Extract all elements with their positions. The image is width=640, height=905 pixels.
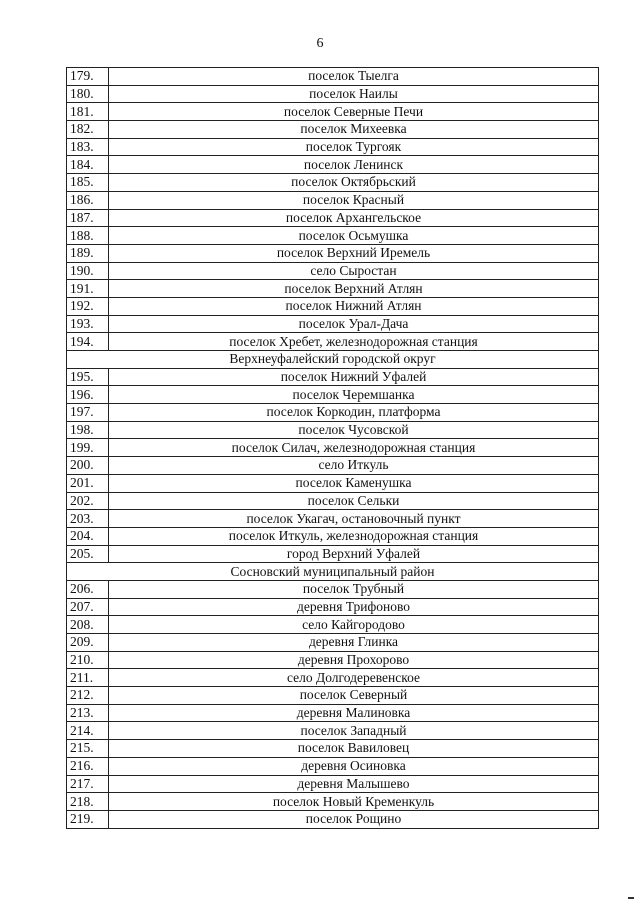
settlement-name: поселок Верхний Атлян: [109, 280, 599, 298]
settlement-name: деревня Малышево: [109, 775, 599, 793]
table-row: [67, 687, 599, 705]
row-number: 195.: [67, 368, 109, 386]
settlement-name: поселок Западный: [109, 722, 599, 740]
row-number: 188.: [67, 227, 109, 245]
row-number: 196.: [67, 386, 109, 404]
table-row: [67, 333, 599, 351]
row-number: 184.: [67, 156, 109, 174]
row-number: 197.: [67, 404, 109, 422]
row-number: 219.: [67, 810, 109, 828]
settlement-name: деревня Малиновка: [109, 704, 599, 722]
row-number: 191.: [67, 280, 109, 298]
row-number: 181.: [67, 103, 109, 121]
settlement-name: поселок Михеевка: [109, 121, 599, 139]
settlement-name: деревня Осиновка: [109, 757, 599, 775]
table-row: [67, 545, 599, 563]
row-number: 180.: [67, 85, 109, 103]
settlement-name: поселок Укагач, остановочный пункт: [109, 510, 599, 528]
settlement-name: поселок Нижний Уфалей: [109, 368, 599, 386]
settlement-name: поселок Трубный: [109, 580, 599, 598]
settlement-name: поселок Вавиловец: [109, 740, 599, 758]
table-row: [67, 510, 599, 528]
row-number: 209.: [67, 634, 109, 652]
table-row: [67, 280, 599, 298]
settlement-name: село Кайгородово: [109, 616, 599, 634]
row-number: 202.: [67, 492, 109, 510]
row-number: 210.: [67, 651, 109, 669]
row-number: 190.: [67, 262, 109, 280]
settlement-name: поселок Красный: [109, 191, 599, 209]
row-number: 182.: [67, 121, 109, 139]
settlement-name: поселок Октябрьский: [109, 174, 599, 192]
settlement-name: поселок Северный: [109, 687, 599, 705]
settlement-name: поселок Архангельское: [109, 209, 599, 227]
table-row: [67, 492, 599, 510]
settlement-name: поселок Верхний Иремель: [109, 244, 599, 262]
row-number: 185.: [67, 174, 109, 192]
table-row: [67, 580, 599, 598]
table-row: [67, 651, 599, 669]
table-row: [67, 474, 599, 492]
section-title: Верхнеуфалейский городской округ: [67, 351, 599, 369]
table-row: [67, 209, 599, 227]
table-row: [67, 810, 599, 828]
settlement-name: село Иткуль: [109, 457, 599, 475]
settlement-name: деревня Глинка: [109, 634, 599, 652]
row-number: 207.: [67, 598, 109, 616]
settlement-name: поселок Нижний Атлян: [109, 297, 599, 315]
settlement-name: поселок Наилы: [109, 85, 599, 103]
table-row: [67, 138, 599, 156]
settlement-name: поселок Тургояк: [109, 138, 599, 156]
row-number: 183.: [67, 138, 109, 156]
table-row: [67, 757, 599, 775]
table-row: [67, 598, 599, 616]
settlement-name: поселок Новый Кременкуль: [109, 793, 599, 811]
settlement-name: поселок Каменушка: [109, 474, 599, 492]
table-row: [67, 740, 599, 758]
table-row: [67, 85, 599, 103]
row-number: 179.: [67, 68, 109, 86]
table-row: [67, 527, 599, 545]
row-number: 199.: [67, 439, 109, 457]
row-number: 200.: [67, 457, 109, 475]
row-number: 204.: [67, 527, 109, 545]
table-row: [67, 315, 599, 333]
table-row: [67, 616, 599, 634]
settlement-name: поселок Урал-Дача: [109, 315, 599, 333]
page-number: 6: [316, 36, 324, 51]
table-row: [67, 103, 599, 121]
table-row: [67, 262, 599, 280]
table-row: [67, 386, 599, 404]
row-number: 211.: [67, 669, 109, 687]
row-number: 187.: [67, 209, 109, 227]
section-header-row: [67, 351, 599, 369]
settlement-name: поселок Черемшанка: [109, 386, 599, 404]
table-row: [67, 775, 599, 793]
table-row: [67, 297, 599, 315]
settlement-name: поселок Сельки: [109, 492, 599, 510]
row-number: 186.: [67, 191, 109, 209]
table-row: [67, 404, 599, 422]
row-number: 203.: [67, 510, 109, 528]
row-number: 206.: [67, 580, 109, 598]
row-number: 189.: [67, 244, 109, 262]
settlement-name: поселок Северные Печи: [109, 103, 599, 121]
settlement-name: деревня Прохорово: [109, 651, 599, 669]
table-row: [67, 793, 599, 811]
row-number: 216.: [67, 757, 109, 775]
row-number: 194.: [67, 333, 109, 351]
row-number: 205.: [67, 545, 109, 563]
settlement-name: поселок Силач, железнодорожная станция: [109, 439, 599, 457]
settlement-name: поселок Осьмушка: [109, 227, 599, 245]
row-number: 192.: [67, 297, 109, 315]
settlement-name: поселок Иткуль, железнодорожная станция: [109, 527, 599, 545]
settlement-name: поселок Хребет, железнодорожная станция: [109, 333, 599, 351]
settlement-name: деревня Трифоново: [109, 598, 599, 616]
settlement-name: город Верхний Уфалей: [109, 545, 599, 563]
table-row: [67, 191, 599, 209]
row-number: 212.: [67, 687, 109, 705]
row-number: 214.: [67, 722, 109, 740]
table-row: [67, 439, 599, 457]
page-edge-mark: [628, 897, 634, 899]
section-header-row: [67, 563, 599, 581]
settlement-name: поселок Ленинск: [109, 156, 599, 174]
table-row: [67, 121, 599, 139]
table-row: [67, 704, 599, 722]
table-row: [67, 174, 599, 192]
table-row: [67, 669, 599, 687]
settlement-name: поселок Тыелга: [109, 68, 599, 86]
table-row: [67, 722, 599, 740]
table-row: [67, 156, 599, 174]
row-number: 218.: [67, 793, 109, 811]
settlement-name: поселок Рощино: [109, 810, 599, 828]
table-body: [67, 68, 599, 829]
table-row: [67, 244, 599, 262]
row-number: 213.: [67, 704, 109, 722]
row-number: 198.: [67, 421, 109, 439]
settlement-name: поселок Коркодин, платформа: [109, 404, 599, 422]
table-row: [67, 68, 599, 86]
settlement-name: село Долгодеревенское: [109, 669, 599, 687]
row-number: 193.: [67, 315, 109, 333]
settlements-table: [66, 67, 599, 829]
table-row: [67, 457, 599, 475]
table-row: [67, 634, 599, 652]
section-title: Сосновский муниципальный район: [67, 563, 599, 581]
table-row: [67, 421, 599, 439]
table-row: [67, 368, 599, 386]
row-number: 208.: [67, 616, 109, 634]
settlement-name: село Сыростан: [109, 262, 599, 280]
row-number: 215.: [67, 740, 109, 758]
row-number: 201.: [67, 474, 109, 492]
table-row: [67, 227, 599, 245]
settlement-name: поселок Чусовской: [109, 421, 599, 439]
row-number: 217.: [67, 775, 109, 793]
